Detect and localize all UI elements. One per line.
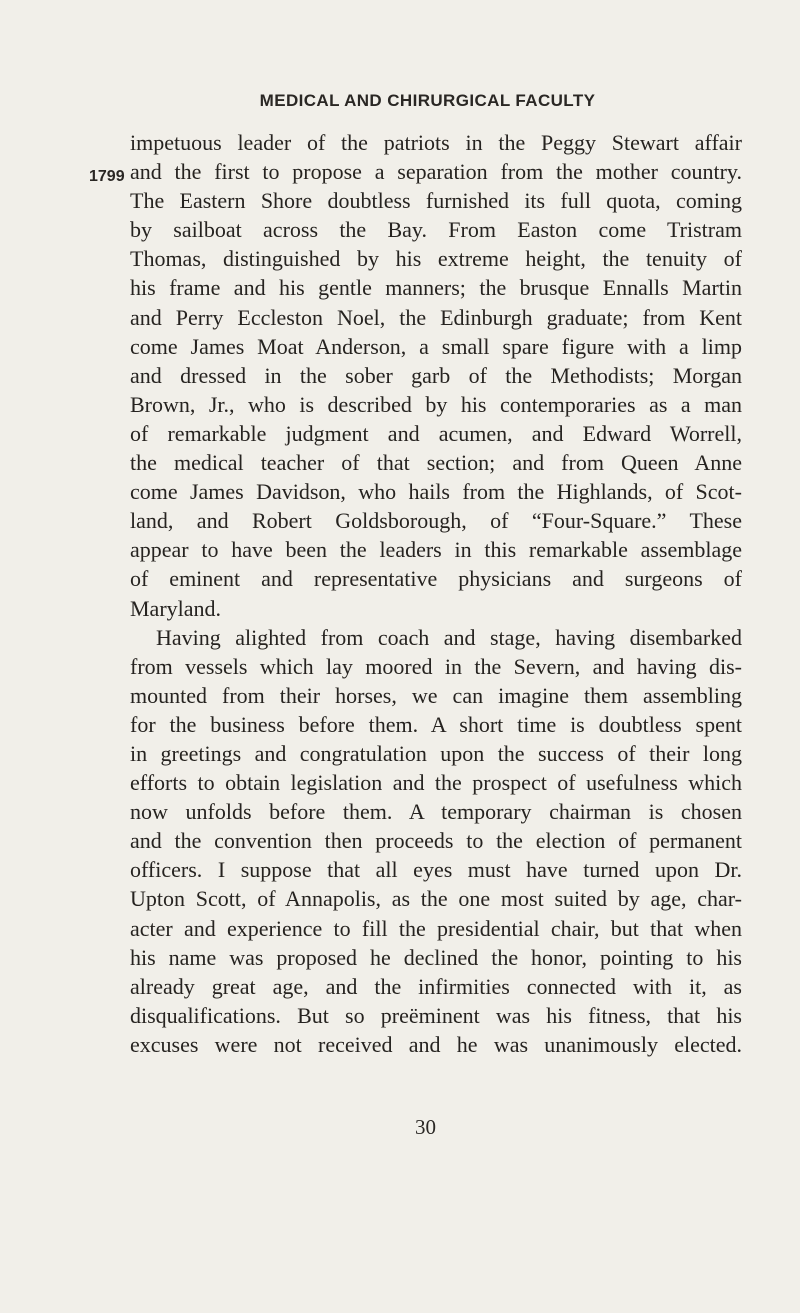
text-line: come James Davidson, who hails from the Highlands, of Scot- xyxy=(130,479,742,505)
text-line: impetuous leader of the patriots in the Peggy Stewart affair xyxy=(130,130,742,155)
text-line: in greetings and congratulation upon the success of their long xyxy=(130,740,742,766)
text-line: disqualifications. But so preëminent was his fitness, that his xyxy=(130,1002,742,1028)
text-line: land, and Robert Goldsborough, of “Four-Square.” These xyxy=(130,508,742,534)
text-line: efforts to obtain legislation and the prospect of usefulness which xyxy=(130,770,742,796)
text-line: and Perry Eccleston Noel, the Edinburgh graduate; from Kent xyxy=(130,304,742,330)
text-line: of remarkable judgment and acumen, and Edward Worrell, xyxy=(130,420,742,446)
text-line: of eminent and representative physicians and surgeons of xyxy=(130,566,742,592)
text-line: from vessels which lay moored in the Severn, and having dis- xyxy=(130,653,742,679)
text-line: and the convention then proceeds to the election of permanent xyxy=(130,828,742,854)
text-line: Thomas, distinguished by his extreme height, the tenuity of xyxy=(130,246,742,272)
page-number: 30 xyxy=(415,1115,436,1139)
text-line: appear to have been the leaders in this remarkable assemblage xyxy=(130,537,742,563)
text-line: Upton Scott, of Annapolis, as the one most suited by age, char- xyxy=(130,886,742,912)
text-line-paragraph-end: Maryland. xyxy=(130,595,222,621)
text-line: already great age, and the infirmities connected with it, as xyxy=(130,973,742,999)
text-line: the medical teacher of that section; and from Queen Anne xyxy=(130,450,742,476)
text-line: his name was proposed he declined the honor, pointing to his xyxy=(130,944,742,970)
text-line: and dressed in the sober garb of the Methodists; Morgan xyxy=(130,362,742,388)
text-line: Brown, Jr., who is described by his contemporaries as a man xyxy=(130,391,742,417)
text-line: mounted from their horses, we can imagine them assembling xyxy=(130,682,742,708)
text-line: acter and experience to fill the presidential chair, but that when xyxy=(130,915,742,941)
body-text xyxy=(130,128,742,1059)
running-head: MEDICAL AND CHIRURGICAL FACULTY xyxy=(259,91,596,110)
text-line-paragraph-start: Having alighted from coach and stage, having disembarked xyxy=(156,624,742,650)
text-line: excuses were not received and he was unanimously elected. xyxy=(130,1031,742,1057)
text-line: now unfolds before them. A temporary chairman is chosen xyxy=(130,799,742,825)
text-line: for the business before them. A short time is doubtless spent xyxy=(130,711,742,737)
text-line: The Eastern Shore doubtless furnished its full quota, coming xyxy=(130,188,742,214)
text-line: and the first to propose a separation from the mother country. xyxy=(130,159,742,185)
text-line: officers. I suppose that all eyes must have turned upon Dr. xyxy=(130,857,742,883)
text-line: his frame and his gentle manners; the brusque Ennalls Martin xyxy=(130,275,742,301)
text-line: by sailboat across the Bay. From Easton come Tristram xyxy=(130,217,742,243)
text-line: come James Moat Anderson, a small spare figure with a limp xyxy=(130,333,742,359)
margin-year-note: 1799 xyxy=(89,168,125,185)
